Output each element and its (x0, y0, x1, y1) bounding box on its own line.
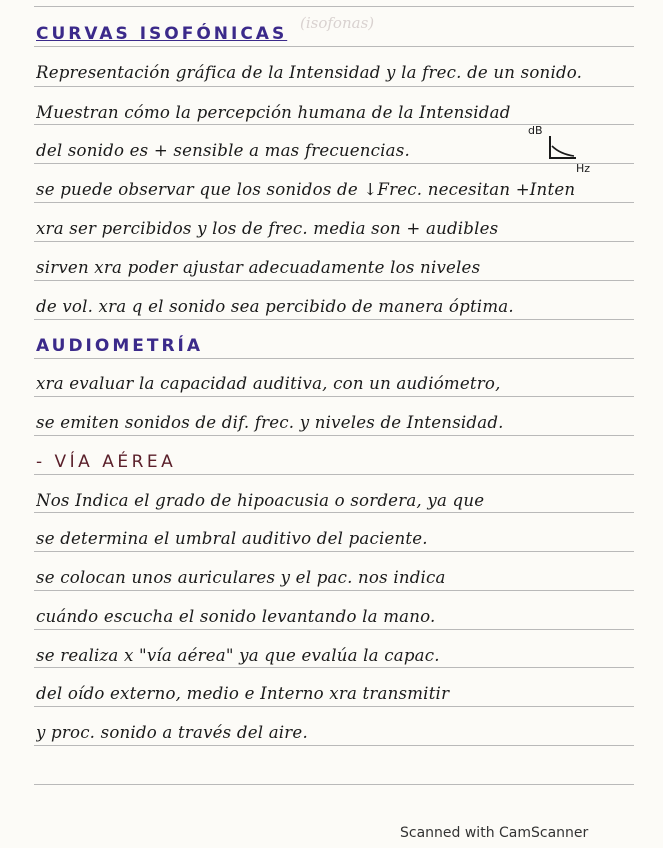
text-line: del sonido es + sensible a mas frecuencias. (36, 141, 410, 160)
heading-curvas-isofonicas: CURVAS ISOFÓNICAS (36, 24, 288, 44)
text-line: se emiten sonidos de dif. frec. y niveles de Intensidad. (36, 413, 504, 432)
ruled-line (34, 745, 634, 746)
db-hz-graph-sketch (528, 124, 608, 174)
text-line: se puede observar que los sonidos de ↓Frec. necesitan +Inten (36, 180, 576, 199)
ruled-line (34, 6, 634, 7)
ruled-line (34, 358, 634, 359)
ruled-line (34, 241, 634, 242)
ruled-line (34, 86, 634, 87)
ruled-line (34, 319, 634, 320)
db-axis-label: dB (528, 124, 543, 137)
text-line: Nos Indica el grado de hipoacusia o sordera, ya que (36, 491, 485, 510)
ruled-line (34, 551, 634, 552)
ruled-line (34, 667, 634, 668)
ruled-line (34, 706, 634, 707)
ruled-line (34, 590, 634, 591)
ruled-line (34, 202, 634, 203)
hz-axis-label: Hz (576, 162, 591, 174)
text-line: Muestran cómo la percepción humana de la Intensidad (36, 103, 511, 122)
text-line: se determina el umbral auditivo del paciente. (36, 529, 428, 548)
text-line: se colocan unos auriculares y el pac. nos indica (36, 568, 446, 587)
ruled-line (34, 629, 634, 630)
text-line: cuándo escucha el sonido levantando la mano. (36, 607, 436, 626)
ruled-line (34, 46, 634, 47)
heading-via-aerea: - VÍA AÉREA (36, 452, 177, 472)
ruled-line (34, 784, 634, 785)
text-line: se realiza x "vía aérea" ya que evalúa la capac. (36, 646, 440, 665)
text-line: xra ser percibidos y los de frec. media son + audibles (36, 219, 499, 238)
ruled-line (34, 512, 634, 513)
text-line: de vol. xra q el sonido sea percibido de manera óptima. (36, 297, 514, 316)
text-line: xra evaluar la capacidad auditiva, con un audiómetro, (36, 374, 501, 393)
ruled-line (34, 474, 634, 475)
text-line: Representación gráfica de la Intensidad y la frec. de un sonido. (36, 63, 583, 82)
ruled-line (34, 396, 634, 397)
heading-audiometria: AUDIOMETRÍA (36, 336, 204, 356)
text-line: sirven xra poder ajustar adecuadamente los niveles (36, 258, 481, 277)
ghost-annotation: (isofonas) (300, 14, 375, 32)
ruled-line (34, 280, 634, 281)
text-line: del oído externo, medio e Interno xra transmitir (36, 684, 450, 703)
scanner-watermark: Scanned with CamScanner (400, 825, 589, 841)
ruled-line (34, 435, 634, 436)
text-line: y proc. sonido a través del aire. (36, 723, 308, 742)
curve (552, 146, 574, 156)
